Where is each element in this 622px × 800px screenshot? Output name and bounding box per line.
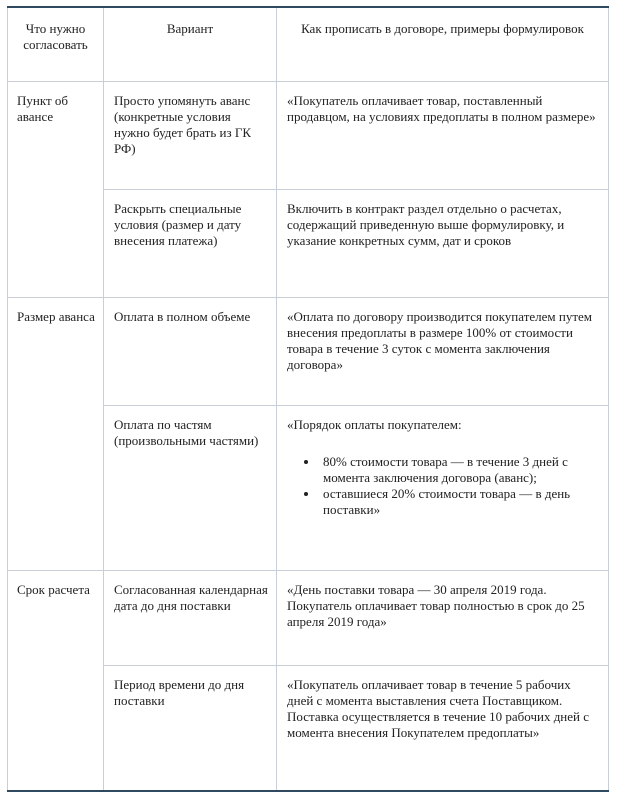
variant-cell: Согласованная календарная дата до дня поставки	[104, 570, 277, 665]
category-advance-size: Размер аванса	[8, 297, 104, 570]
contract-terms-document	[7, 6, 608, 792]
variant-cell: Просто упомянуть аванс (конкретные условия нужно будет брать из ГК РФ)	[104, 81, 277, 189]
example-cell: «День поставки товара — 30 апреля 2019 года. Покупатель оплачивает товар полностью в срок до 25 апреля 2019 года»	[277, 570, 609, 665]
example-cell: «Покупатель оплачивает товар, поставленный продавцом, на условиях предоплаты в полном размере»	[277, 81, 609, 189]
header-how-to-write: Как прописать в договоре, примеры формулировок	[277, 7, 609, 81]
table-header-row	[8, 7, 609, 81]
category-advance-clause: Пункт об авансе	[8, 81, 104, 297]
example-cell	[277, 405, 609, 570]
example-cell: «Покупатель оплачивает товар в течение 5 рабочих дней с момента выставления счета Поставщиком. Поставка осуществляется в течение 10 рабочих дней с момента внесения Покупателем предоплаты»	[277, 665, 609, 791]
variant-cell: Оплата в полном объеме	[104, 297, 277, 405]
variant-cell: Период времени до дня поставки	[104, 665, 277, 791]
table-row	[8, 570, 609, 665]
table-row	[8, 297, 609, 405]
table-row	[8, 81, 609, 189]
header-what-to-agree: Что нужно согласовать	[8, 7, 104, 81]
list-item: • 80% стоимости товара — в течение 3 дней с момента заключения договора (аванс);	[319, 454, 600, 486]
example-cell: «Оплата по договору производится покупателем путем внесения предоплаты в размере 100% от стоимости товара в течение 3 суток с момента заключения договора»	[277, 297, 609, 405]
category-settlement-term: Срок расчета	[8, 570, 104, 791]
advance-payment-table	[7, 6, 609, 792]
variant-cell: Оплата по частям (произвольными частями)	[104, 405, 277, 570]
example-intro: «Порядок оплаты покупателем:	[287, 416, 462, 432]
list-item: • оставшиеся 20% стоимости товара — в день поставки»	[319, 486, 600, 518]
payment-parts-list	[287, 454, 600, 518]
variant-cell: Раскрыть специальные условия (размер и дату внесения платежа)	[104, 189, 277, 297]
example-cell: Включить в контракт раздел отдельно о расчетах, содержащий приведенную выше формулировку, и указание конкретных сумм, дат и сроков	[277, 189, 609, 297]
header-variant: Вариант	[104, 7, 277, 81]
